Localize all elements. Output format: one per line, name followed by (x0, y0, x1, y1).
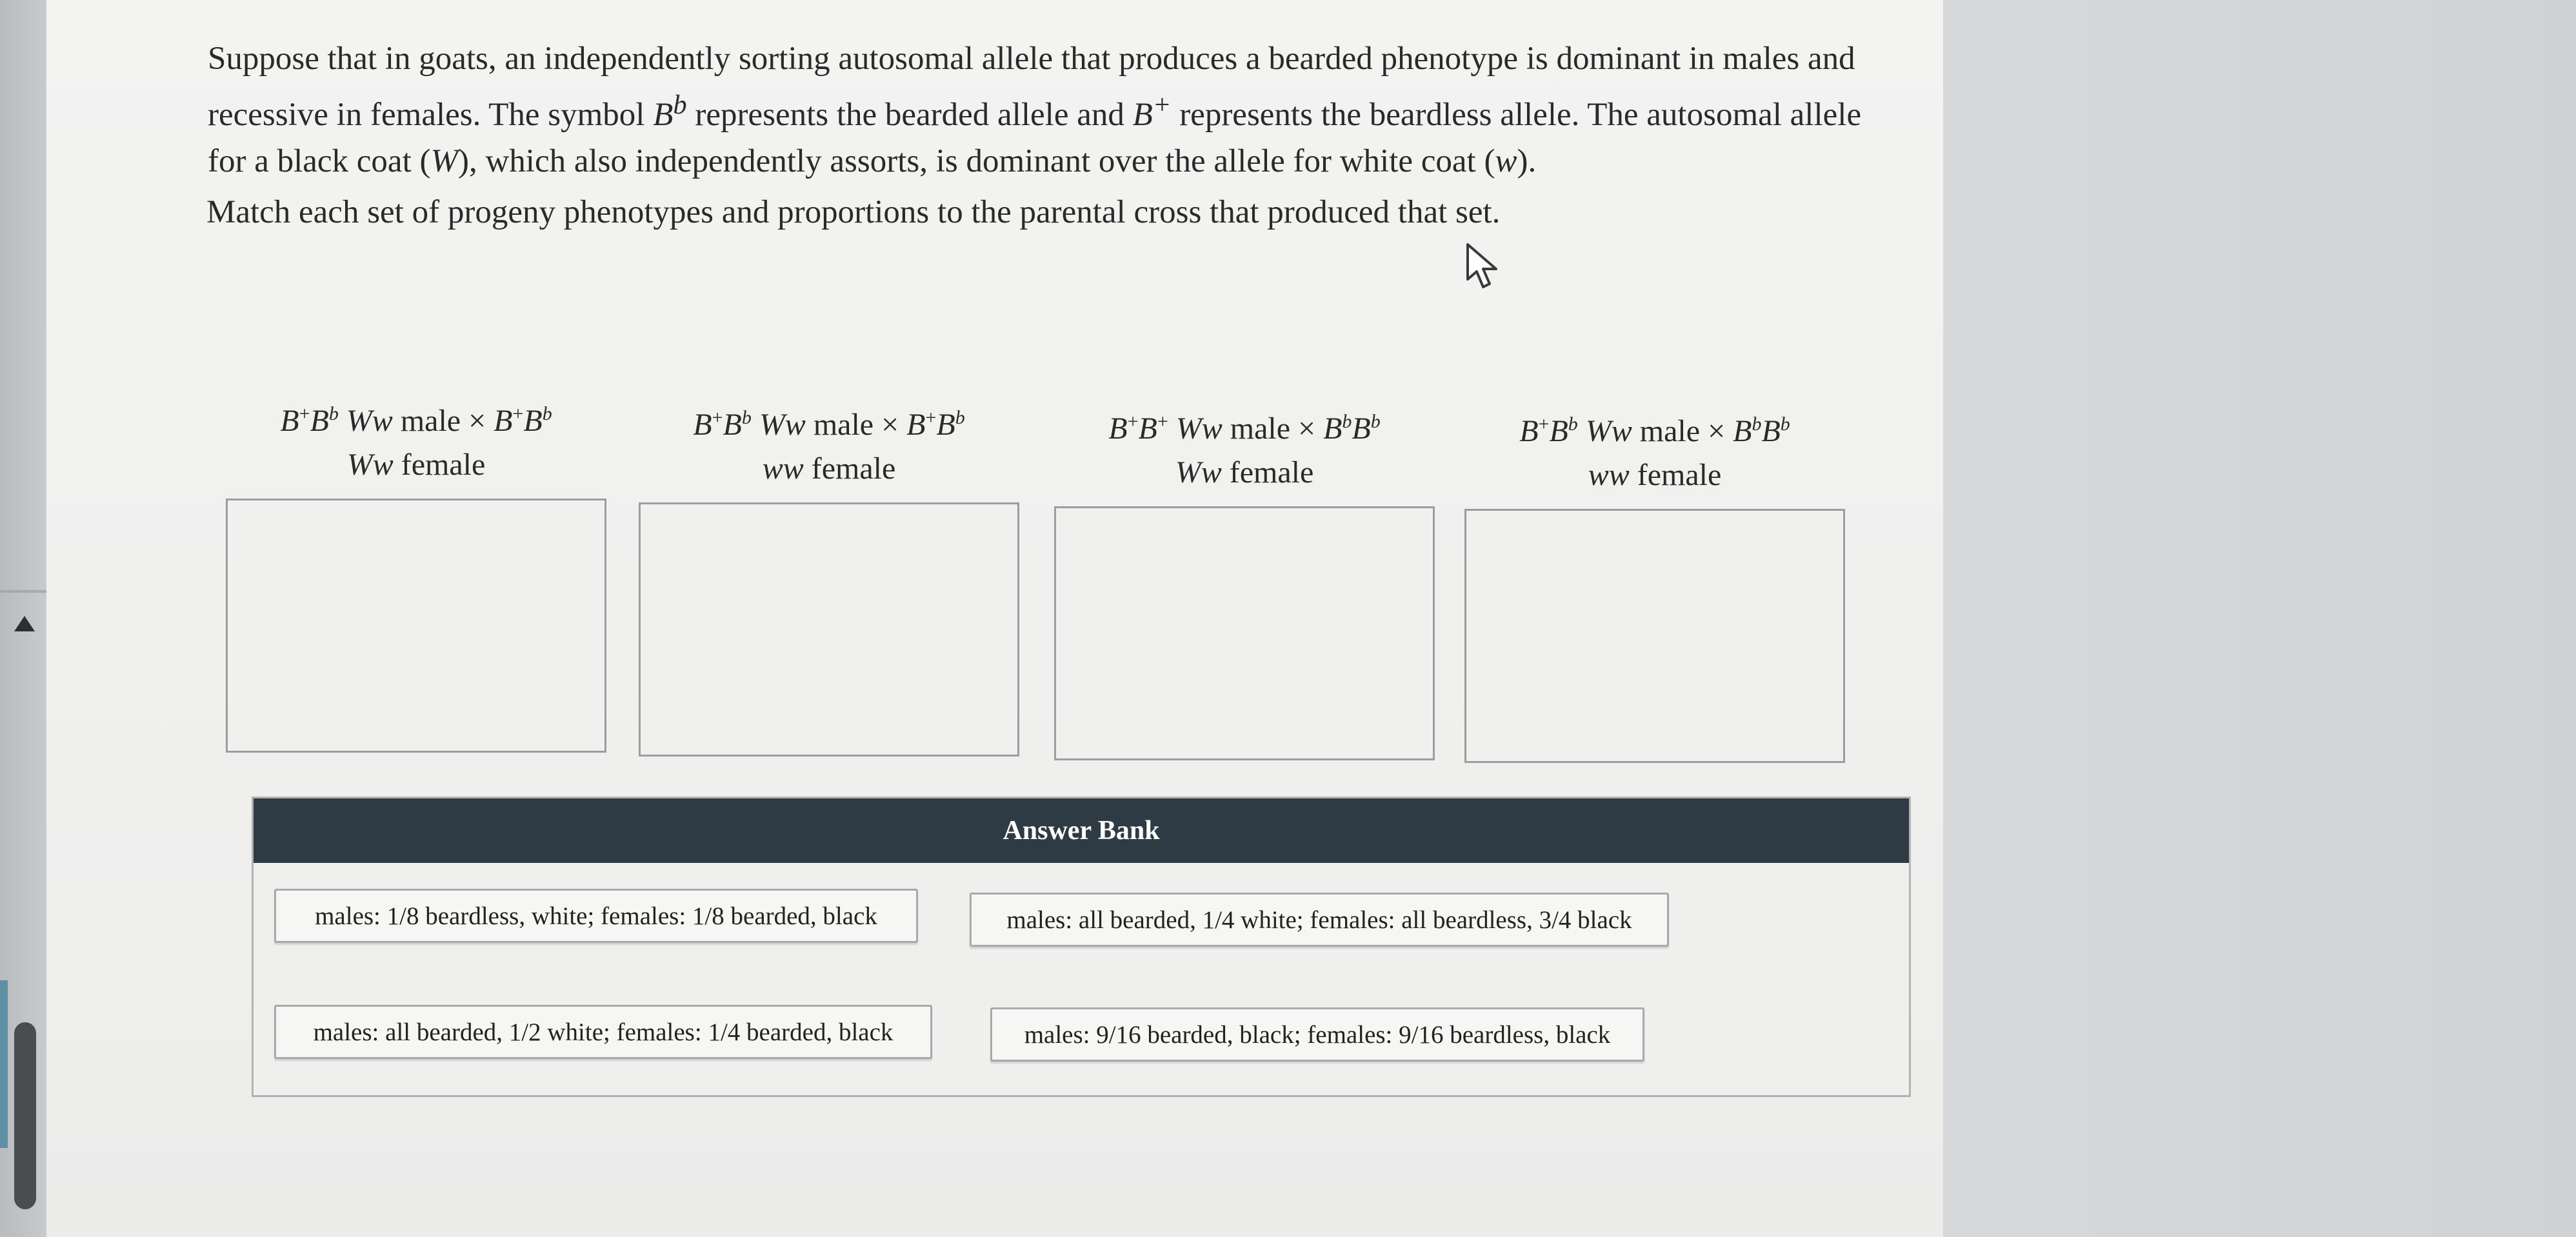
answer-chip[interactable]: males: 1/8 beardless, white; females: 1/8 bearded, black (274, 889, 918, 943)
scrollbar-thumb[interactable] (14, 1022, 36, 1209)
question-text: Suppose that in goats, an independently sorting autosomal allele that produces a bearded phenotype is dominant in males and recessive in females. The symbol $B^b$ represents the bearded allele and B+ represents the beardless allele. The autosomal allele for a black coat (W), which also independently assorts, is dominant over the allele for white coat (w). (208, 41, 1862, 179)
instruction-text: Match each set of progeny phenotypes and proportions to the parental cross that produced that set. (206, 194, 1501, 230)
drop-zone[interactable] (1464, 509, 1845, 763)
side-divider (0, 590, 52, 593)
answer-chip[interactable]: males: all bearded, 1/2 white; females: 1/4 bearded, black (274, 1005, 932, 1059)
cross-label: $B^+B^b$ Ww male × $B^+B^b$ Ww female (280, 403, 552, 482)
drop-zone[interactable] (1054, 506, 1435, 760)
question-line-1: Suppose that in goats, an independently sorting autosomal allele that produces a bearded phenotype is dominant in males and (208, 41, 1855, 77)
answer-chip[interactable]: males: all bearded, 1/4 white; females: all beardless, 3/4 black (970, 893, 1669, 947)
answer-bank-title: Answer Bank (254, 798, 1909, 863)
target-cross-2 (639, 396, 1019, 757)
cross-label: B+B+ Ww male × $B^bB^b$ Ww female (1108, 411, 1381, 490)
target-cross-3 (1054, 400, 1435, 760)
target-cross-1 (226, 392, 606, 753)
cross-label: $B^+B^b$ Ww male × $B^+B^b$ ww female (693, 407, 965, 486)
scroll-up-arrow-icon[interactable] (14, 616, 35, 631)
answer-chip[interactable]: males: 9/16 bearded, black; females: 9/16 beardless, black (990, 1007, 1644, 1062)
mouse-pointer-icon (1463, 242, 1508, 293)
cross-label: $B^+B^b$ Ww male × $B^bB^b$ ww female (1519, 413, 1790, 492)
answer-bank (252, 797, 1911, 1097)
target-cross-4 (1464, 402, 1845, 763)
drop-zone[interactable] (226, 499, 606, 753)
side-tab-strip (0, 980, 8, 1148)
drop-zone[interactable] (639, 502, 1019, 757)
left-panel-edge (0, 0, 45, 1237)
question-page (46, 0, 1943, 1237)
